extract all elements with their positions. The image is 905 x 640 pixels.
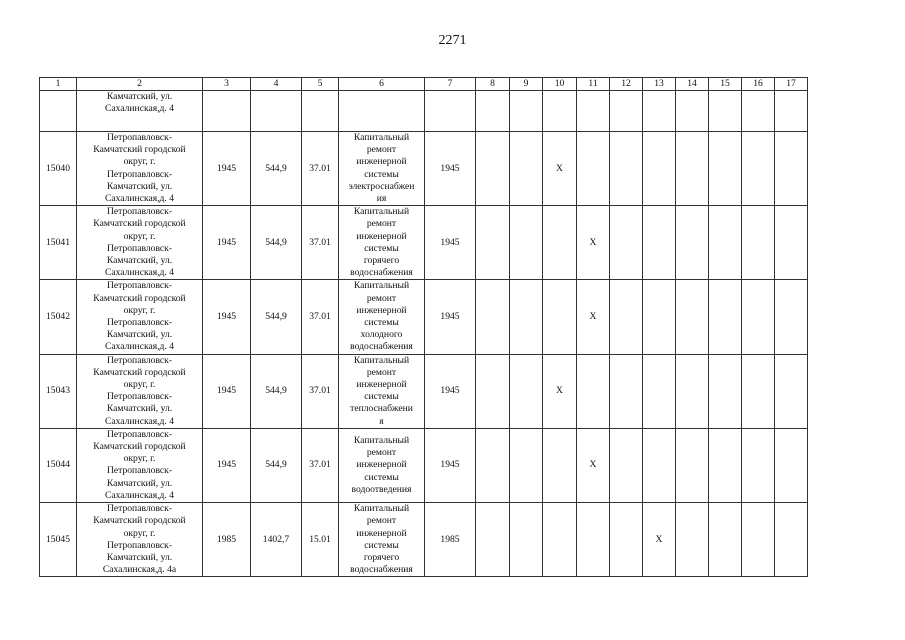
header-cell: 5 bbox=[302, 78, 339, 91]
cell-mark bbox=[775, 354, 808, 428]
header-cell: 8 bbox=[476, 78, 510, 91]
cell-mark bbox=[510, 206, 543, 280]
cell-address: Петропавловск- Камчатский городской округ, г. Петропавловск- Камчатский, ул. Сахалинская,д. 4 bbox=[77, 428, 203, 502]
header-cell: 9 bbox=[510, 78, 543, 91]
cell-mark bbox=[676, 354, 709, 428]
header-cell: 7 bbox=[425, 78, 476, 91]
cell-mark bbox=[643, 428, 676, 502]
cell-year-planned: 1945 bbox=[425, 206, 476, 280]
cell-mark bbox=[775, 503, 808, 577]
cell-mark bbox=[742, 280, 775, 354]
cell-mark: X bbox=[577, 206, 610, 280]
cell-id: 15045 bbox=[40, 503, 77, 577]
cell-code: 15.01 bbox=[302, 503, 339, 577]
cell-empty bbox=[742, 91, 775, 132]
cell-mark bbox=[510, 354, 543, 428]
cell-mark bbox=[742, 132, 775, 206]
cell-empty bbox=[425, 91, 476, 132]
cell-mark bbox=[476, 280, 510, 354]
cell-mark bbox=[476, 206, 510, 280]
cell-mark bbox=[775, 132, 808, 206]
cell-mark bbox=[775, 206, 808, 280]
header-cell: 17 bbox=[775, 78, 808, 91]
cell-year-planned: 1945 bbox=[425, 280, 476, 354]
cell-mark bbox=[676, 132, 709, 206]
cell-address: Камчатский, ул. Сахалинская,д. 4 bbox=[77, 91, 203, 132]
cell-mark bbox=[510, 428, 543, 502]
cell-code: 37.01 bbox=[302, 354, 339, 428]
cell-mark bbox=[676, 206, 709, 280]
cell-empty bbox=[339, 91, 425, 132]
cell-address: Петропавловск- Камчатский городской округ, г. Петропавловск- Камчатский, ул. Сахалинская,д. 4а bbox=[77, 503, 203, 577]
cell-mark: X bbox=[643, 503, 676, 577]
header-cell: 16 bbox=[742, 78, 775, 91]
cell-work: Капитальный ремонт инженерной системы водоотведения bbox=[339, 428, 425, 502]
cell-mark bbox=[610, 428, 643, 502]
cell-area: 544,9 bbox=[251, 206, 302, 280]
cell-mark bbox=[709, 132, 742, 206]
header-cell: 10 bbox=[543, 78, 577, 91]
header-cell: 15 bbox=[709, 78, 742, 91]
cell-area: 544,9 bbox=[251, 354, 302, 428]
cell-empty bbox=[709, 91, 742, 132]
cell-mark: X bbox=[543, 132, 577, 206]
header-cell: 12 bbox=[610, 78, 643, 91]
cell-mark bbox=[775, 428, 808, 502]
cell-empty bbox=[643, 91, 676, 132]
cell-address: Петропавловск- Камчатский городской округ, г. Петропавловск- Камчатский, ул. Сахалинская,д. 4 bbox=[77, 354, 203, 428]
cell-mark bbox=[543, 428, 577, 502]
cell-empty bbox=[302, 91, 339, 132]
cell-mark bbox=[543, 280, 577, 354]
cell-empty bbox=[40, 91, 77, 132]
cell-code: 37.01 bbox=[302, 132, 339, 206]
cell-empty bbox=[476, 91, 510, 132]
cell-year: 1945 bbox=[203, 354, 251, 428]
cell-empty bbox=[775, 91, 808, 132]
header-cell: 3 bbox=[203, 78, 251, 91]
cell-year-planned: 1945 bbox=[425, 428, 476, 502]
table-row bbox=[40, 132, 808, 206]
cell-year: 1945 bbox=[203, 132, 251, 206]
header-cell: 11 bbox=[577, 78, 610, 91]
cell-mark bbox=[742, 354, 775, 428]
header-cell: 1 bbox=[40, 78, 77, 91]
cell-year-planned: 1945 bbox=[425, 132, 476, 206]
cell-work: Капитальный ремонт инженерной системы электроснабжен ия bbox=[339, 132, 425, 206]
cell-mark bbox=[709, 280, 742, 354]
cell-mark bbox=[510, 280, 543, 354]
cell-empty bbox=[577, 91, 610, 132]
table-row bbox=[40, 280, 808, 354]
table-row bbox=[40, 354, 808, 428]
cell-year: 1945 bbox=[203, 206, 251, 280]
cell-id: 15043 bbox=[40, 354, 77, 428]
header-cell: 6 bbox=[339, 78, 425, 91]
cell-id: 15044 bbox=[40, 428, 77, 502]
cell-mark bbox=[577, 354, 610, 428]
cell-year-planned: 1985 bbox=[425, 503, 476, 577]
header-cell: 2 bbox=[77, 78, 203, 91]
cell-mark bbox=[742, 206, 775, 280]
cell-area: 544,9 bbox=[251, 428, 302, 502]
cell-mark bbox=[610, 206, 643, 280]
header-cell: 14 bbox=[676, 78, 709, 91]
cell-mark: X bbox=[577, 428, 610, 502]
cell-mark bbox=[709, 354, 742, 428]
cell-mark bbox=[610, 354, 643, 428]
cell-code: 37.01 bbox=[302, 206, 339, 280]
cell-id: 15042 bbox=[40, 280, 77, 354]
cell-mark bbox=[476, 428, 510, 502]
cell-mark bbox=[709, 503, 742, 577]
header-cell: 13 bbox=[643, 78, 676, 91]
cell-mark bbox=[543, 503, 577, 577]
cell-mark bbox=[577, 503, 610, 577]
cell-empty bbox=[251, 91, 302, 132]
cell-empty bbox=[203, 91, 251, 132]
cell-mark bbox=[742, 428, 775, 502]
cell-address: Петропавловск- Камчатский городской округ, г. Петропавловск- Камчатский, ул. Сахалинская,д. 4 bbox=[77, 206, 203, 280]
cell-mark bbox=[676, 503, 709, 577]
cell-mark bbox=[610, 503, 643, 577]
cell-mark bbox=[742, 503, 775, 577]
cell-id: 15041 bbox=[40, 206, 77, 280]
cell-mark bbox=[577, 132, 610, 206]
table-row bbox=[40, 206, 808, 280]
cell-mark bbox=[709, 428, 742, 502]
cell-mark bbox=[643, 354, 676, 428]
cell-mark bbox=[610, 132, 643, 206]
cell-mark bbox=[510, 132, 543, 206]
page-number: 2271 bbox=[438, 33, 467, 48]
cell-mark bbox=[676, 428, 709, 502]
cell-mark bbox=[775, 280, 808, 354]
cell-mark bbox=[676, 280, 709, 354]
cell-mark: X bbox=[577, 280, 610, 354]
cell-mark bbox=[643, 206, 676, 280]
cell-mark bbox=[476, 354, 510, 428]
cell-code: 37.01 bbox=[302, 280, 339, 354]
cell-area: 1402,7 bbox=[251, 503, 302, 577]
cell-empty bbox=[543, 91, 577, 132]
cell-work: Капитальный ремонт инженерной системы холодного водоснабжения bbox=[339, 280, 425, 354]
cell-mark: X bbox=[543, 354, 577, 428]
cell-empty bbox=[610, 91, 643, 132]
cell-area: 544,9 bbox=[251, 280, 302, 354]
cell-year: 1945 bbox=[203, 280, 251, 354]
cell-address: Петропавловск- Камчатский городской округ, г. Петропавловск- Камчатский, ул. Сахалинская,д. 4 bbox=[77, 132, 203, 206]
header-cell: 4 bbox=[251, 78, 302, 91]
cell-mark bbox=[543, 206, 577, 280]
cell-work: Капитальный ремонт инженерной системы горячего водоснабжения bbox=[339, 503, 425, 577]
table-row-continued bbox=[40, 91, 808, 132]
cell-mark bbox=[709, 206, 742, 280]
cell-mark bbox=[610, 280, 643, 354]
cell-work: Капитальный ремонт инженерной системы теплоснабжени я bbox=[339, 354, 425, 428]
cell-year: 1945 bbox=[203, 428, 251, 502]
cell-code: 37.01 bbox=[302, 428, 339, 502]
cell-year: 1985 bbox=[203, 503, 251, 577]
cell-mark bbox=[510, 503, 543, 577]
cell-area: 544,9 bbox=[251, 132, 302, 206]
cell-year-planned: 1945 bbox=[425, 354, 476, 428]
cell-mark bbox=[476, 132, 510, 206]
cell-mark bbox=[643, 132, 676, 206]
table-row bbox=[40, 428, 808, 502]
cell-address: Петропавловск- Камчатский городской округ, г. Петропавловск- Камчатский, ул. Сахалинская,д. 4 bbox=[77, 280, 203, 354]
table-row bbox=[40, 503, 808, 577]
cell-empty bbox=[676, 91, 709, 132]
cell-id: 15040 bbox=[40, 132, 77, 206]
cell-mark bbox=[476, 503, 510, 577]
capital-repair-table bbox=[39, 77, 808, 577]
cell-mark bbox=[643, 280, 676, 354]
cell-empty bbox=[510, 91, 543, 132]
cell-work: Капитальный ремонт инженерной системы горячего водоснабжения bbox=[339, 206, 425, 280]
header-row bbox=[40, 78, 808, 91]
